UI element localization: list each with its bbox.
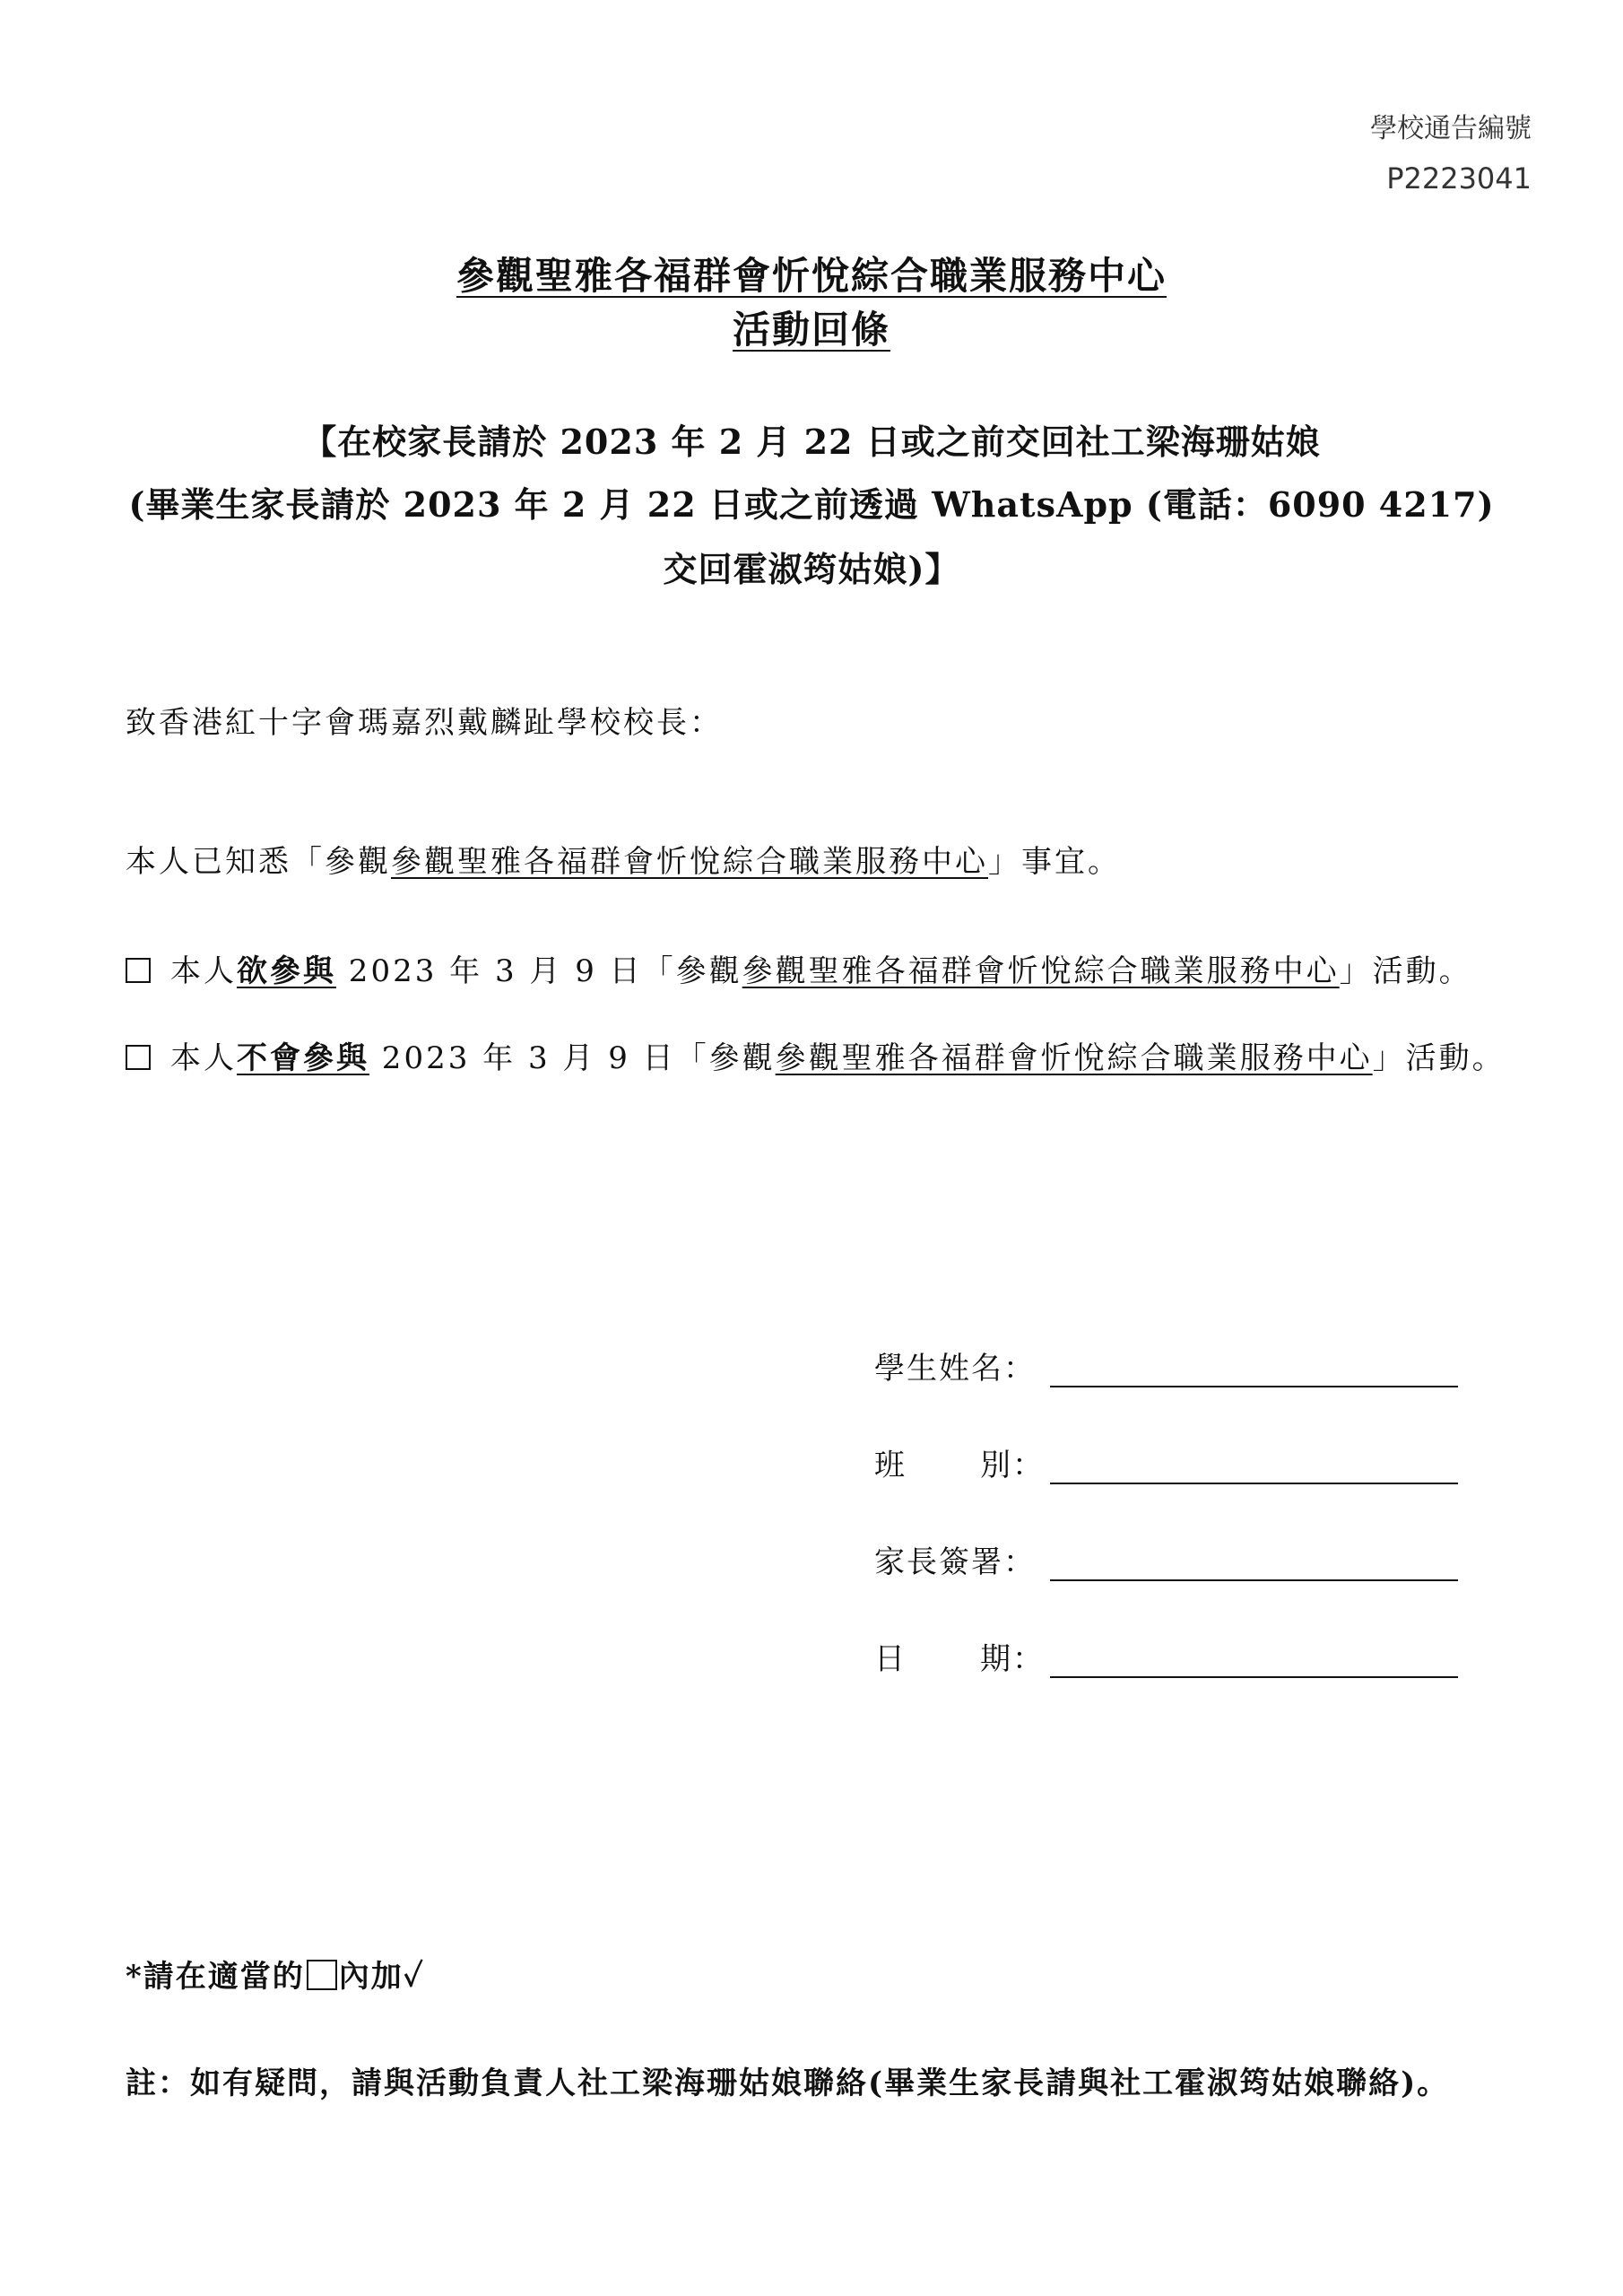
class-label: 班 別： — [874, 1448, 1045, 1483]
acknowledgement: 本人已知悉「參觀參觀聖雅各福群會忻悅綜合職業服務中心」事宜。 — [126, 844, 1121, 880]
document-subtitle: 活動回條 — [732, 308, 890, 352]
checkbox-symbol — [307, 1960, 337, 1990]
option-decline: 本人不會參與 2023 年 3 月 9 日「參觀參觀聖雅各福群會忻悅綜合職業服務中心」活動。 — [126, 1033, 1506, 1077]
footnote: *請在適當的 內加✓ — [126, 1959, 425, 1995]
instruction-line-2: (畢業生家長請於 2023 年 2 月 22 日或之前透過 WhatsApp (電話：6090 4217) — [128, 484, 1495, 525]
decline-checkbox[interactable] — [126, 1045, 151, 1070]
student-name-field — [874, 1344, 1458, 1387]
notice-number-label: 學校通告編號 — [1370, 113, 1532, 144]
attend-checkbox[interactable] — [126, 958, 151, 983]
date-line[interactable] — [1050, 1646, 1458, 1678]
notice-number: P2223041 — [1386, 161, 1532, 196]
instruction-line-3: 交回霍淑筠姑娘)】 — [663, 549, 960, 589]
class-field — [874, 1440, 1458, 1484]
parent-signature-label: 家長簽署： — [874, 1544, 1036, 1580]
salutation: 致香港紅十字會瑪嘉烈戴麟趾學校校長： — [126, 705, 723, 741]
student-name-label: 學生姓名： — [874, 1351, 1036, 1387]
document-title: 參觀聖雅各福群會忻悅綜合職業服務中心 — [456, 254, 1167, 298]
remark-note: 註：如有疑問，請與活動負責人社工梁海珊姑娘聯絡(畢業生家長請與社工霍淑筠姑娘聯絡)。 — [126, 2066, 1450, 2101]
parent-signature-line[interactable] — [1050, 1549, 1458, 1581]
parent-signature-field — [874, 1537, 1458, 1581]
option-attend: 本人欲參與 2023 年 3 月 9 日「參觀參觀聖雅各福群會忻悅綜合職業服務中心」活動。 — [126, 946, 1472, 990]
date-label: 日 期： — [874, 1641, 1045, 1677]
class-line[interactable] — [1050, 1452, 1458, 1484]
student-name-line[interactable] — [1050, 1355, 1458, 1387]
date-field — [874, 1634, 1458, 1678]
instruction-line-1: 【在校家長請於 2023 年 2 月 22 日或之前交回社工梁海珊姑娘 — [302, 422, 1321, 462]
